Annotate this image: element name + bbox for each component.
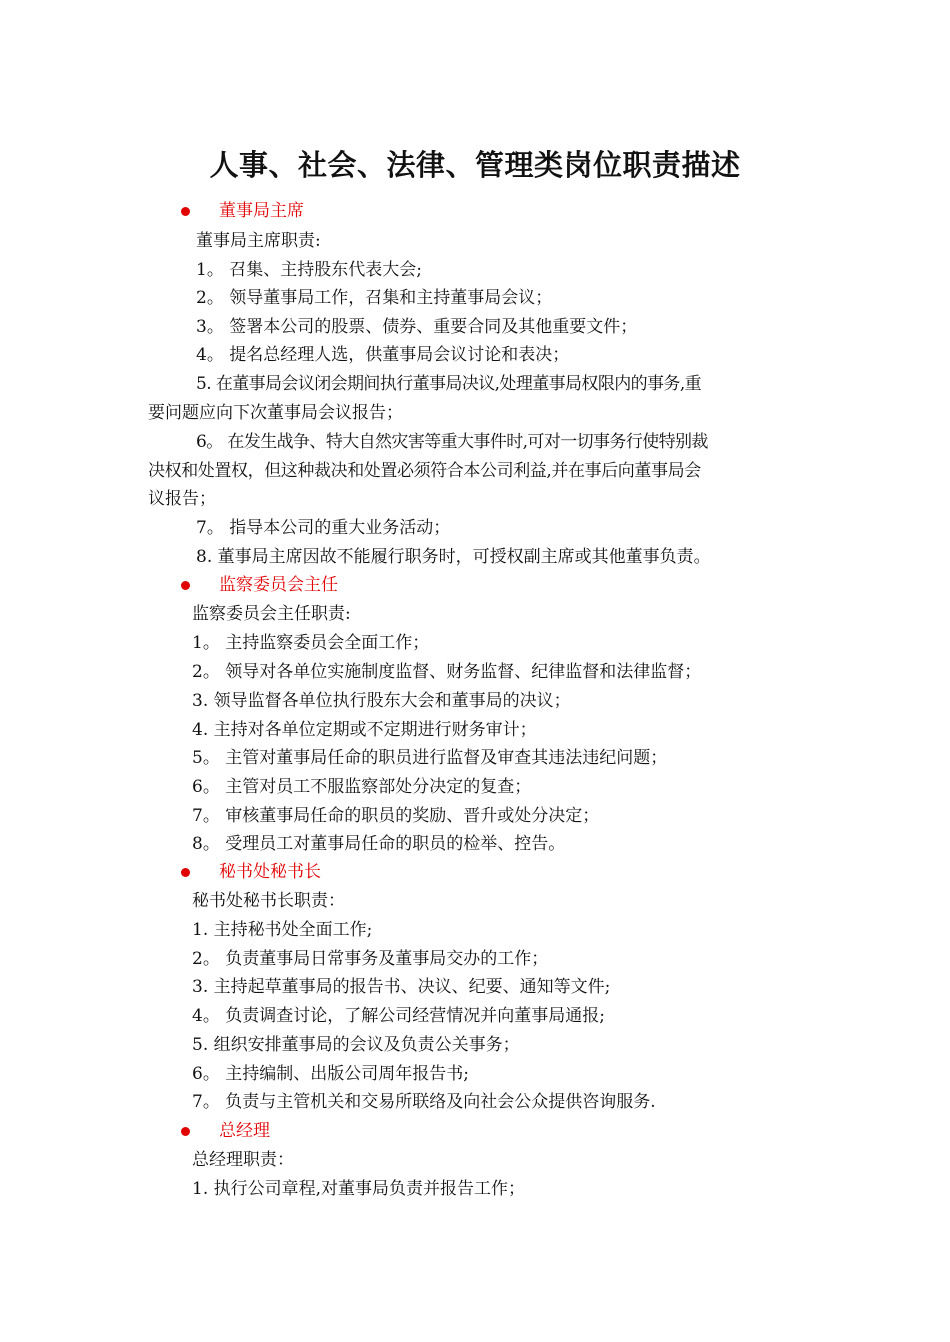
responsibility-line: 1。 主持监察委员会全面工作；: [192, 633, 430, 653]
responsibility-line: 要问题应向下次董事局会议报告；: [148, 403, 403, 423]
responsibility-line: 4. 主持对各单位定期或不定期进行财务审计；: [192, 720, 537, 740]
responsibility-line: 8。 受理员工对董事局任命的职员的检举、控告。: [192, 834, 566, 854]
responsibility-line: 1. 执行公司章程,对董事局负责并报告工作；: [192, 1179, 526, 1199]
bullet-icon: [181, 207, 190, 216]
responsibility-line: 4。 负责调查讨论，了解公司经营情况并向董事局通报;: [192, 1006, 605, 1026]
bullet-icon: [181, 1127, 190, 1136]
responsibility-line: 3. 领导监督各单位执行股东大会和董事局的决议；: [192, 691, 571, 711]
responsibility-line: 秘书处秘书长职责：: [192, 891, 345, 911]
section-heading: 监察委员会主任: [219, 575, 338, 595]
responsibility-line: 董事局主席职责:: [196, 231, 321, 251]
section-heading: 总经理: [219, 1121, 270, 1141]
responsibility-line: 7。 审核董事局任命的职员的奖励、晋升或处分决定；: [192, 806, 600, 826]
responsibility-line: 1。 召集、主持股东代表大会;: [196, 260, 422, 280]
responsibility-line: 监察委员会主任职责:: [192, 604, 351, 624]
responsibility-line: 总经理职责：: [192, 1150, 294, 1170]
responsibility-line: 1. 主持秘书处全面工作;: [192, 920, 373, 940]
responsibility-line: 5. 组织安排董事局的会议及负责公关事务；: [192, 1035, 520, 1055]
responsibility-line: 5。 主管对董事局任命的职员进行监督及审查其违法违纪问题；: [192, 748, 668, 768]
responsibility-line: 2。 负责董事局日常事务及董事局交办的工作；: [192, 949, 549, 969]
section-heading: 董事局主席: [219, 201, 304, 221]
responsibility-line: 议报告；: [148, 489, 216, 509]
document-title: 人事、社会、法律、管理类岗位职责描述: [209, 148, 741, 182]
responsibility-line: 6。 主管对员工不服监察部处分决定的复查；: [192, 777, 532, 797]
bullet-icon: [181, 868, 190, 877]
responsibility-line: 2。 领导对各单位实施制度监督、财务监督、纪律监督和法律监督；: [192, 662, 702, 682]
responsibility-line: 2。 领导董事局工作，召集和主持董事局会议；: [196, 288, 553, 308]
responsibility-line: 决权和处置权，但这种裁决和处置必须符合本公司利益,并在事后向董事局会: [148, 461, 701, 481]
responsibility-line: 3. 主持起草董事局的报告书、决议、纪要、通知等文件;: [192, 977, 611, 997]
responsibility-line: 6。 主持编制、出版公司周年报告书;: [192, 1064, 469, 1084]
responsibility-line: 6。 在发生战争、特大自然灾害等重大事件时,可对一切事务行使特别裁: [196, 432, 708, 452]
bullet-icon: [181, 581, 190, 590]
responsibility-line: 7。 指导本公司的重大业务活动；: [196, 518, 451, 538]
responsibility-line: 7。 负责与主管机关和交易所联络及向社会公众提供咨询服务.: [192, 1092, 656, 1112]
responsibility-line: 8. 董事局主席因故不能履行职务时，可授权副主席或其他董事负责。: [196, 547, 711, 567]
responsibility-line: 4。 提名总经理人选，供董事局会议讨论和表决；: [196, 345, 570, 365]
responsibility-line: 3。 签署本公司的股票、债券、重要合同及其他重要文件；: [196, 317, 638, 337]
section-heading: 秘书处秘书长: [219, 862, 321, 882]
responsibility-line: 5. 在董事局会议闭会期间执行董事局决议,处理董事局权限内的事务,重: [196, 374, 702, 394]
